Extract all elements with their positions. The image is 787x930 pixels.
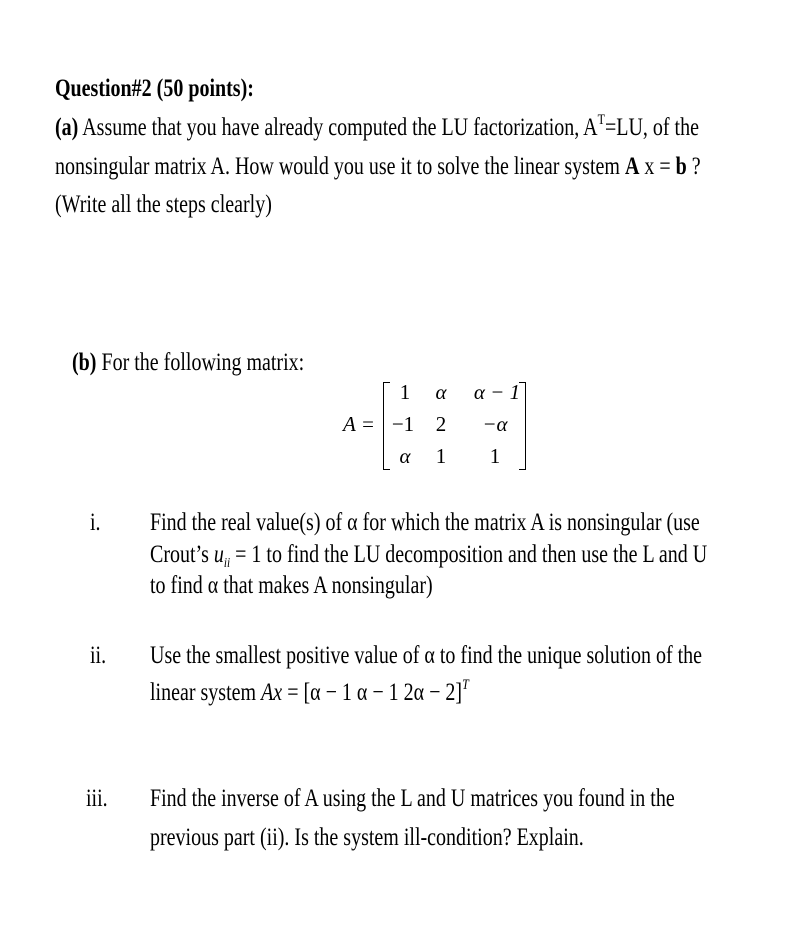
matrix-a: [343, 380, 543, 476]
item-i-line-3: to find α that makes A nonsingular): [150, 572, 433, 599]
item-ii-line-2: linear system Ax = [α − 1 α − 1 2α − 2]$^T$: [150, 677, 469, 706]
item-i-numeral: i.: [90, 509, 101, 536]
matrix-cell: α − 1: [473, 380, 521, 404]
matrix-cell: −1: [391, 412, 415, 436]
item-iii-line-2: previous part (ii). Is the system ill-condition? Explain.: [150, 824, 584, 851]
part-a-label: (a): [55, 114, 79, 141]
matrix-cell: 1: [435, 444, 447, 468]
part-b-label: (b): [72, 349, 97, 376]
matrix-cell: α: [435, 380, 447, 404]
question-heading: Question#2 (50 points):: [55, 75, 254, 102]
item-i-line-2: Crout’s $u_{ii} = 1$ to find the LU decomposition and then use the L and U: [150, 541, 708, 571]
item-ii-line-1: Use the smallest positive value of α to find the unique solution of the: [150, 642, 703, 669]
matrix-cell: 1: [489, 444, 501, 468]
item-iii-numeral: iii.: [86, 785, 108, 812]
item-i-line-1: Find the real value(s) of α for which the matrix A is nonsingular (use: [150, 509, 700, 536]
matrix-cell: 1: [399, 380, 411, 404]
matrix-cell: −α: [482, 412, 508, 436]
part-a-line-1: (a) Assume that you have already computed the LU factorization, $A^T=LU$, of the: [55, 112, 699, 141]
part-b-intro: (b) For the following matrix:: [72, 349, 305, 376]
matrix-cell: α: [399, 444, 411, 468]
matrix-lhs: A =: [343, 412, 375, 436]
item-iii-line-1: Find the inverse of A using the L and U matrices you found in the: [150, 785, 675, 812]
part-a-line-3: (Write all the steps clearly): [55, 191, 272, 218]
item-ii-numeral: ii.: [90, 642, 107, 669]
matrix-cell: 2: [435, 412, 447, 436]
part-a-line-2: nonsingular matrix A. How would you use it to solve the linear system A x = b ?: [55, 153, 701, 180]
